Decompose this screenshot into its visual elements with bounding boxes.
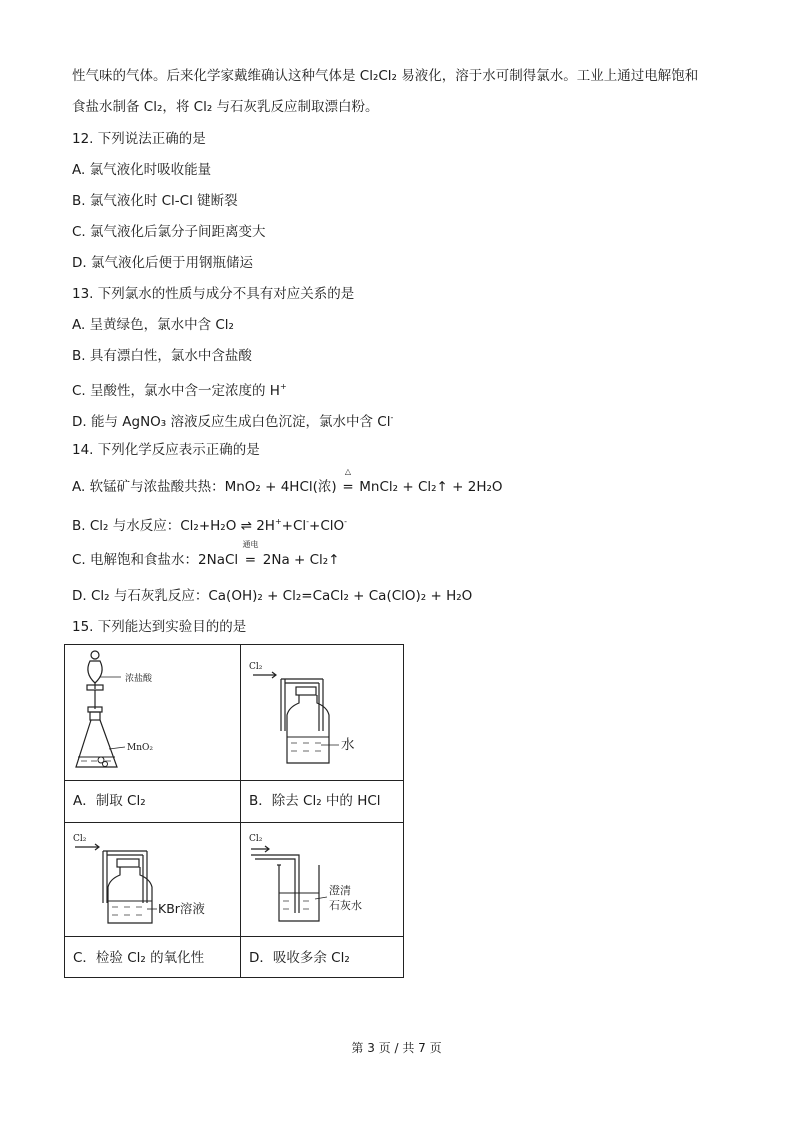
question-13-option-a: A. 呈黄绿色，氯水中含 Cl₂ [72, 317, 234, 333]
question-13-option-d: D. 能与 AgNO₃ 溶液反应生成白色沉淀，氯水中含 Cl- [72, 413, 394, 430]
figure-d-beaker-limewater [241, 823, 403, 936]
figure-a-generation-apparatus [65, 645, 240, 780]
question-12-option-a: A. 氯气液化时吸收能量 [72, 162, 212, 178]
question-12-option-d: D. 氯气液化后便于用钢瓶储运 [72, 255, 253, 271]
question-12-stem: 12. 下列说法正确的是 [72, 131, 206, 147]
table-divider-1 [65, 780, 403, 781]
label-cl2-gas-c: Cl₂ [73, 834, 87, 844]
question-12-option-c: C. 氯气液化后氯分子间距离变大 [72, 224, 266, 240]
question-13-stem: 13. 下列氯水的性质与成分不具有对应关系的是 [72, 286, 355, 302]
experiment-table: 浓盐酸 MnO₂ Cl₂ 水 A．制取 Cl₂ B．除去 Cl₂ 中的 HCl Cl₂ KBr溶液 Cl₂ 澄清 石灰水 C．检验 Cl₂ 的氧化性 D．吸收多余 Cl₂ [64, 644, 404, 978]
page-footer: 第 3 页 / 共 7 页 [351, 1041, 442, 1055]
label-cl2-gas-b: Cl₂ [249, 662, 263, 672]
question-15-stem: 15. 下列能达到实验目的的是 [72, 619, 247, 635]
label-mno2: MnO₂ [127, 743, 153, 753]
figure-c-wash-bottle-kbr [65, 823, 240, 936]
intro-line-2: 食盐水制备 Cl₂，将 Cl₂ 与石灰乳反应制取漂白粉。 [72, 99, 379, 115]
question-14-option-b: B. Cl₂ 与水反应：Cl₂+H₂O ⇌ 2H++Cl-+ClO- [72, 517, 348, 534]
question-13-option-b: B. 具有漂白性，氯水中含盐酸 [72, 348, 252, 364]
heat-condition-arrow: △ = [342, 467, 354, 495]
figure-b-wash-bottle-water [241, 645, 403, 780]
label-cl2-gas-d: Cl₂ [249, 834, 263, 844]
label-limewater-2: 石灰水 [329, 899, 362, 912]
electrolysis-condition-arrow: 通电 = [242, 540, 259, 568]
question-13-option-c: C. 呈酸性，氯水中含一定浓度的 H+ [72, 382, 287, 399]
question-14-option-a: A. 软锰矿与浓盐酸共热：MnO₂ + 4HCl(浓) △ = MnCl₂ + Cl₂↑ + 2H₂O [72, 467, 503, 495]
label-water: 水 [341, 737, 355, 753]
label-kbr-solution: KBr溶液 [158, 901, 205, 916]
question-14-option-c: C. 电解饱和食盐水：2NaCl 通电 = 2Na + Cl₂↑ [72, 540, 340, 568]
question-12-option-b: B. 氯气液化时 Cl-Cl 键断裂 [72, 193, 238, 209]
label-concentrated-hcl: 浓盐酸 [125, 674, 153, 684]
question-14-option-d: D. Cl₂ 与石灰乳反应：Ca(OH)₂ + Cl₂=CaCl₂ + Ca(ClO)₂ + H₂O [72, 588, 473, 604]
intro-line-1: 性气味的气体。后来化学家戴维确认这种气体是 Cl₂Cl₂ 易液化，溶于水可制得氯水。工业上通过电解饱和 [72, 68, 699, 84]
label-limewater-1: 澄清 [329, 884, 351, 897]
question-14-stem: 14. 下列化学反应表示正确的是 [72, 442, 260, 458]
table-divider-3 [65, 936, 403, 937]
